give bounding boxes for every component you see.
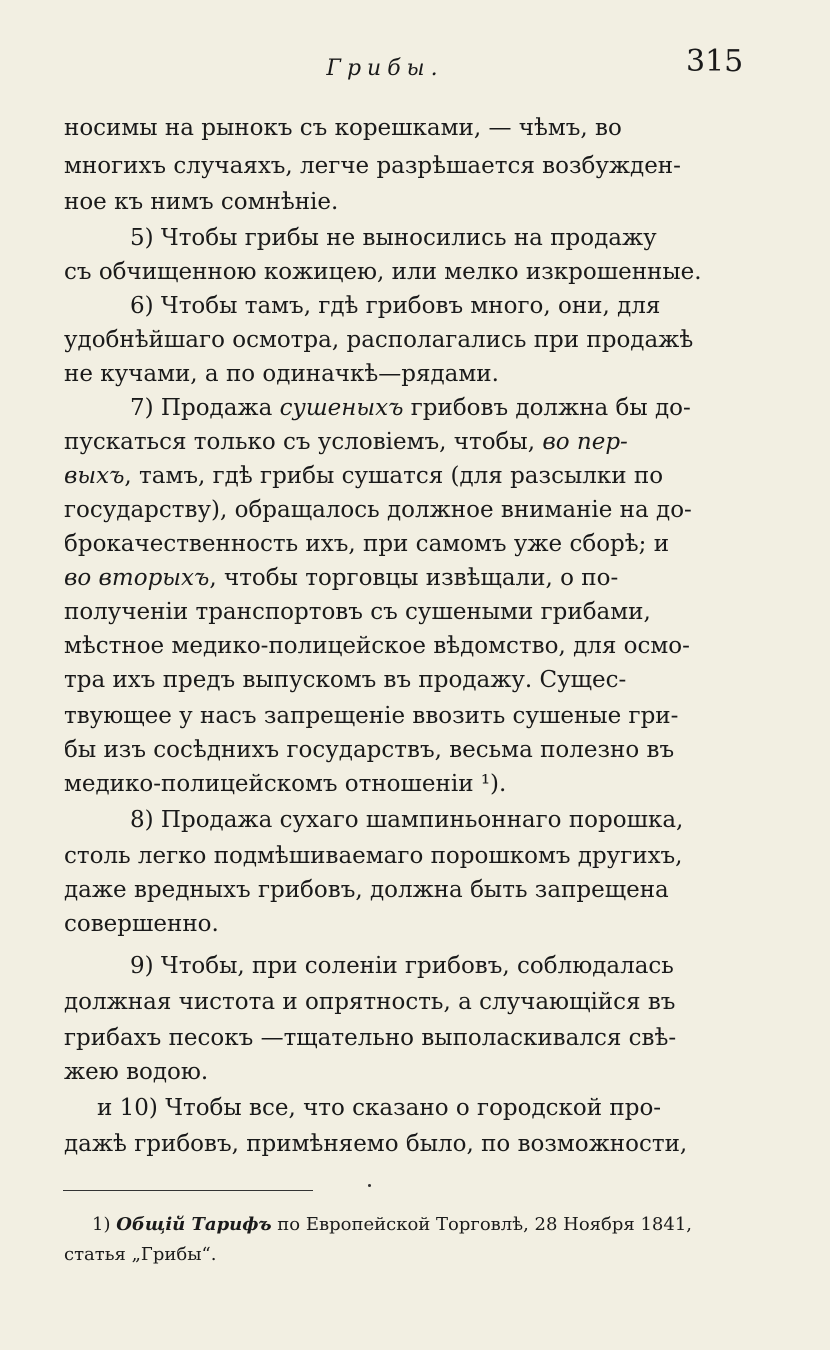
text-line: жею водою. xyxy=(64,1059,209,1085)
text-line: медико-полицейскомъ отношеніи ¹). xyxy=(64,771,507,797)
text-line: съ обчищенною кожицею, или мелко изкрошенные. xyxy=(64,259,702,285)
page-number: 315 xyxy=(686,44,744,79)
text-line: удобнѣйшаго осмотра, располагались при продажѣ xyxy=(64,327,694,353)
text-line: должная чистота и опрятность, а случающійся въ xyxy=(64,989,676,1015)
text-line: во вторыхъ , чтобы торговцы извѣщали, о по- xyxy=(64,565,619,591)
print-speck xyxy=(368,1184,371,1187)
text-line: 7) Продажа сушеныхъ грибовъ должна бы до- xyxy=(130,395,691,421)
text-line: дажѣ грибовъ, примѣняемо было, по возможности, xyxy=(64,1131,688,1157)
text-line: совершенно. xyxy=(64,911,219,937)
text-line: 6) Чтобы тамъ, гдѣ грибовъ много, они, для xyxy=(130,293,661,319)
running-head: Грибы. xyxy=(326,56,444,81)
text-line: выхъ , тамъ, гдѣ грибы сушатся (для разсылки по xyxy=(64,463,664,489)
text-line: ное къ нимъ сомнѣніе. xyxy=(64,189,339,215)
text-line: грибахъ песокъ —тщательно выполаскивался свѣ- xyxy=(64,1025,677,1051)
text-line: столь легко подмѣшиваемаго порошкомъ другихъ, xyxy=(64,843,683,869)
text-line: мѣстное медико-полицейское вѣдомство, для осмо- xyxy=(64,633,690,659)
text-line: не кучами, а по одиначкѣ—рядами. xyxy=(64,361,499,387)
text-line: многихъ случаяхъ, легче разрѣшается возбужден- xyxy=(64,153,681,179)
text-line: брокачественность ихъ, при самомъ уже сборѣ; и xyxy=(64,531,670,557)
text-line: твующее у насъ запрещеніе ввозить сушеные гри- xyxy=(64,703,679,729)
text-line: тра ихъ предъ выпускомъ въ продажу. Сущес- xyxy=(64,667,627,693)
footnote-divider xyxy=(63,1190,313,1191)
text-line: 9) Чтобы, при соленіи грибовъ, соблюдалась xyxy=(130,953,674,979)
text-line: государству), обращалось должное вниманіе на до- xyxy=(64,497,692,523)
text-line: полученіи транспортовъ съ сушеными грибами, xyxy=(64,599,651,625)
text-line: и 10) Чтобы все, что сказано о городской про- xyxy=(97,1095,662,1121)
footnote: 1) Общій Тарифъ по Европейской Торговлѣ, 28 Ноября 1841, xyxy=(92,1214,692,1235)
text-line: бы изъ сосѣднихъ государствъ, весьма полезно въ xyxy=(64,737,675,763)
text-line: 8) Продажа сухаго шампиньоннаго порошка, xyxy=(130,807,684,833)
text-line: даже вредныхъ грибовъ, должна быть запрещена xyxy=(64,877,669,903)
text-line: носимы на рынокъ съ корешками, — чѣмъ, во xyxy=(64,115,622,141)
text-line: 5) Чтобы грибы не выносились на продажу xyxy=(130,225,657,251)
text-line: пускаться только съ условіемъ, чтобы, во пер- xyxy=(64,429,628,455)
footnote-line-2: статья „Грибы“. xyxy=(64,1244,217,1265)
